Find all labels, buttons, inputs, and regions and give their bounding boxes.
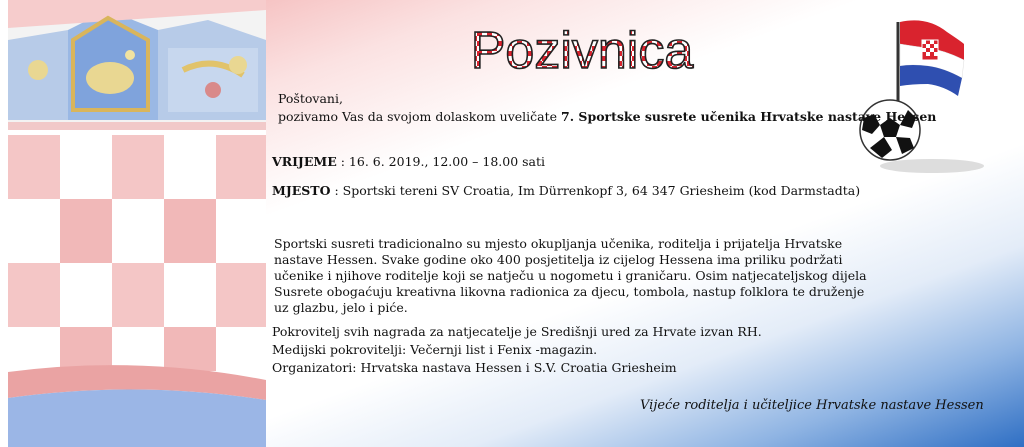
time-value: : 16. 6. 2019., 12.00 – 18.00 sati: [336, 154, 546, 169]
invitation-text: pozivamo Vas da svojom dolaskom uveličate: [278, 109, 562, 124]
page-title: [462, 16, 702, 82]
description-paragraph: Sportski susreti tradicionalno su mjesto okupljanja učenika, roditelja i prijatelja Hrvatske nastave Hessen. Svake godine oko 400 posjetitelja iz cijelog Hessena ima priliku podržati učenike i njihove roditelje koji se natječu u nogometu i graničaru. Osim natjecateljskog dijela Susrete obogaćuju kreativna likovna radionica za djecu, tombola, nastup folklora te druženje uz glazbu, jelo i piće.: [274, 236, 867, 315]
svg-text:Pozivnica: Pozivnica: [470, 22, 694, 80]
greeting: Poštovani,: [278, 91, 343, 106]
time-label: VRIJEME: [272, 154, 337, 169]
invitation-line: [278, 109, 936, 125]
place-label: MJESTO: [272, 183, 331, 198]
sponsor-line-3: Organizatori: Hrvatska nastava Hessen i S.V. Croatia Griesheim: [272, 360, 677, 375]
flag-and-ball: [852, 14, 988, 180]
place-line: [272, 183, 860, 199]
event-name: 7. Sportske susrete učenika Hrvatske nastave Hessen: [561, 109, 937, 124]
time-line: [272, 154, 545, 170]
croatian-flag-icon: [898, 20, 964, 114]
signature: Vijeće roditelja i učiteljice Hrvatske nastave Hessen: [640, 398, 984, 413]
place-value: : Sportski tereni SV Croatia, Im Dürrenkopf 3, 64 347 Griesheim (kod Darmstadta): [330, 183, 861, 198]
sponsor-line-1: Pokrovitelj svih nagrada za natjecatelje je Središnji ured za Hrvate izvan RH.: [272, 324, 762, 339]
sponsor-line-2: Medijski pokrovitelji: Večernji list i Fenix -magazin.: [272, 342, 598, 357]
croatian-coat-of-arms-icon: [8, 0, 266, 447]
